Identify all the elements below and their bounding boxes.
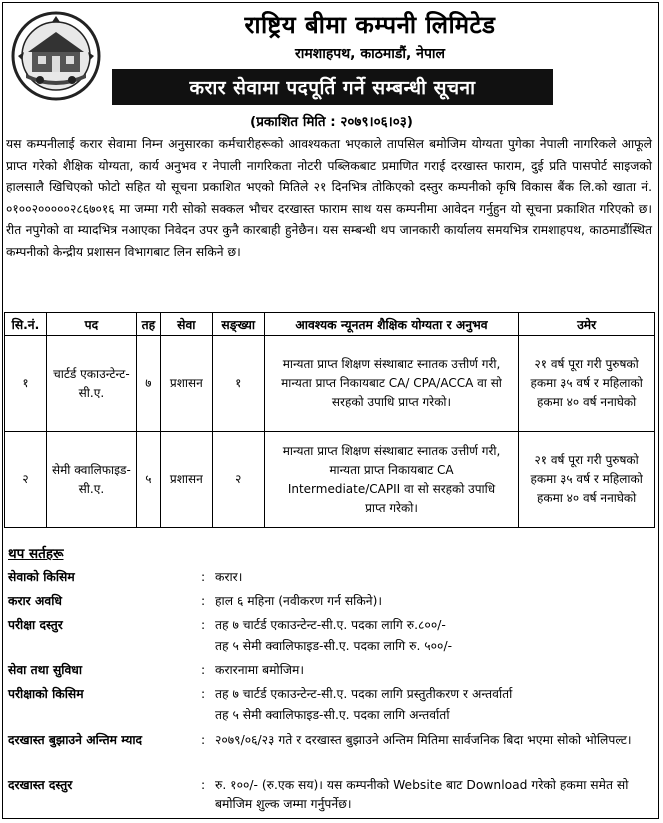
cell-level: ५ (136, 432, 160, 528)
cell-count: १ (212, 336, 264, 432)
term-value-line2: तह ५ सेमी क्वालिफाइड-सी.ए. पदका लागि रु. ५००/- (215, 639, 453, 653)
header-qualification: आवश्यक न्यूनतम शैक्षिक योग्यता र अनुभव (264, 313, 519, 336)
term-value: करार। (215, 570, 243, 584)
term-exam-fee (8, 616, 654, 656)
cell-count: २ (212, 432, 264, 528)
notice-title: करार सेवामा पदपूर्ति गर्ने सम्बन्धी सूचना (112, 69, 553, 105)
cell-age: २१ वर्ष पूरा गरी पुरुषको हकमा ३५ वर्ष र महिलाको हकमा ४० वर्ष ननाघेको (519, 336, 655, 432)
cell-service: प्रशासन (160, 336, 212, 432)
cell-qualification: मान्यता प्राप्त शिक्षण संस्थाबाट स्नातक उत्तीर्ण गरी, मान्यता प्राप्त निकायबाट CA/ CPA/ACCA वा सो सरहको उपाधि प्राप्त गरेको। (264, 336, 519, 432)
cell-sn: २ (5, 432, 47, 528)
term-exam-type (8, 685, 654, 725)
term-value: तह ७ चार्टर्ड एकाउन्टेन्ट-सी.ए. पदका लागि रु.८००/- (215, 618, 446, 632)
term-colon: : (201, 778, 206, 792)
term-colon: : (201, 594, 206, 608)
term-value-line2: तह ५ सेमी क्वालिफाइड-सी.ए. पदका लागि अन्तर्वार्ता (215, 708, 450, 722)
cell-sn: १ (5, 336, 47, 432)
cell-level: ७ (136, 336, 160, 432)
term-application-fee (8, 776, 654, 816)
cell-service: प्रशासन (160, 432, 212, 528)
published-date: (प्रकाशित मिति : २०७९।०६।०३) (250, 114, 413, 130)
notice-header (0, 0, 663, 130)
terms-title: थप सर्तहरू (8, 546, 64, 562)
term-colon: : (201, 687, 206, 701)
cell-post: चार्टर्ड एकाउन्टेन्ट-सी.ए. (46, 336, 136, 432)
header-post: पद (46, 313, 136, 336)
company-address: रामशाहपथ, काठमाडौं, नेपाल (294, 46, 446, 62)
term-colon: : (201, 570, 206, 584)
header-service: सेवा (160, 313, 212, 336)
table-row (5, 432, 655, 528)
vacancy-table (4, 312, 655, 528)
term-label: परीक्षाको किसिम (8, 687, 84, 701)
company-emblem-icon (10, 10, 102, 102)
cell-age: २१ वर्ष पूरा गरी पुरुषको हकमा ३५ वर्ष र महिलाको हकमा ४० वर्ष ननाघेको (519, 432, 655, 528)
term-value: रु. १००/- (रु.एक सय)। यस कम्पनीको Website बाट Download गरेको हकमा समेत सो बमोजिम शुल्क जम्मा गर्नुपर्नेछ। (215, 778, 629, 811)
table-row (5, 336, 655, 432)
term-deadline (8, 731, 654, 771)
term-value: तह ७ चार्टर्ड एकाउन्टेन्ट-सी.ए. पदका लागि प्रस्तुतीकरण र अन्तर्वार्ता (215, 687, 513, 701)
term-label: करार अवधि (8, 594, 62, 608)
header-age: उमेर (519, 313, 655, 336)
intro-paragraph: यस कम्पनीलाई करार सेवामा निम्न अनुसारका कर्मचारीहरूको आवश्यकता भएकाले तापसिल बमोजिम योग्यता पुगेका नेपाली नागरिकले आफूले प्राप्त गरेको शैक्षिक योग्यता, कार्य अनुभव र नेपाली नागरिकता नोटरी पब्लिकबाट प्रमाणित गराई दरखास्त फाराम, दुई प्रति पासपोर्ट साइजको हालसालै खिचिएको फोटो सहित यो सूचना प्रकाशित भएको मितिले २१ दिनभित्र तोकिएको दस्तुर कम्पनीको कृषि विकास बैंक लि.को खाता नं. ०१००२०००००२८६७०१६ मा जम्मा गरी सोको सक्कल भौचर दरखास्त फाराम साथ यस कम्पनीमा आवेदन गर्नुहुन यो सूचना प्रकाशित गरिएको छ। रीत नपुगेको वा म्यादभित्र नआएका निवेदन उपर कुनै कारबाही हुनेछैन। यस सम्बन्धी थप जानकारी कार्यालय समयभित्र रामशाहपथ, काठमाडौंस्थित कम्पनीको केन्द्रीय प्रशासन विभागबाट लिन सकिने छ। (6, 137, 652, 259)
header-count: सङ्ख्या (212, 313, 264, 336)
header-sn: सि.नं. (5, 313, 47, 336)
term-label: सेवा तथा सुविधा (8, 663, 83, 677)
term-value: हाल ६ महिना (नवीकरण गर्न सकिने)। (215, 594, 383, 608)
cell-post: सेमी क्वालिफाइड-सी.ए. (46, 432, 136, 528)
term-colon: : (201, 663, 206, 677)
term-colon: : (201, 733, 206, 747)
header-level: तह (136, 313, 160, 336)
term-value: करारनामा बमोजिम। (215, 663, 305, 677)
company-name: राष्ट्रिय बीमा कम्पनी लिमिटेड (244, 11, 496, 39)
term-colon: : (201, 618, 206, 632)
cell-qualification: मान्यता प्राप्त शिक्षण संस्थाबाट स्नातक उत्तीर्ण गरी, मान्यता प्राप्त निकायबाट CA Intermediate/CAPII वा सो सरहको उपाधि प्राप्त गरेको। (264, 432, 519, 528)
term-label: दरखास्त दस्तुर (8, 778, 73, 792)
term-label: सेवाको किसिम (8, 570, 75, 584)
term-value: २०७९/०६/२३ गते र दरखास्त बुझाउने अन्तिम मितिमा सार्वजनिक बिदा भएमा सोको भोलिपल्ट। (215, 733, 632, 747)
table-header-row (5, 313, 655, 336)
term-label: दरखास्त बुझाउने अन्तिम म्याद (8, 733, 143, 747)
term-label: परीक्षा दस्तुर (8, 618, 63, 632)
